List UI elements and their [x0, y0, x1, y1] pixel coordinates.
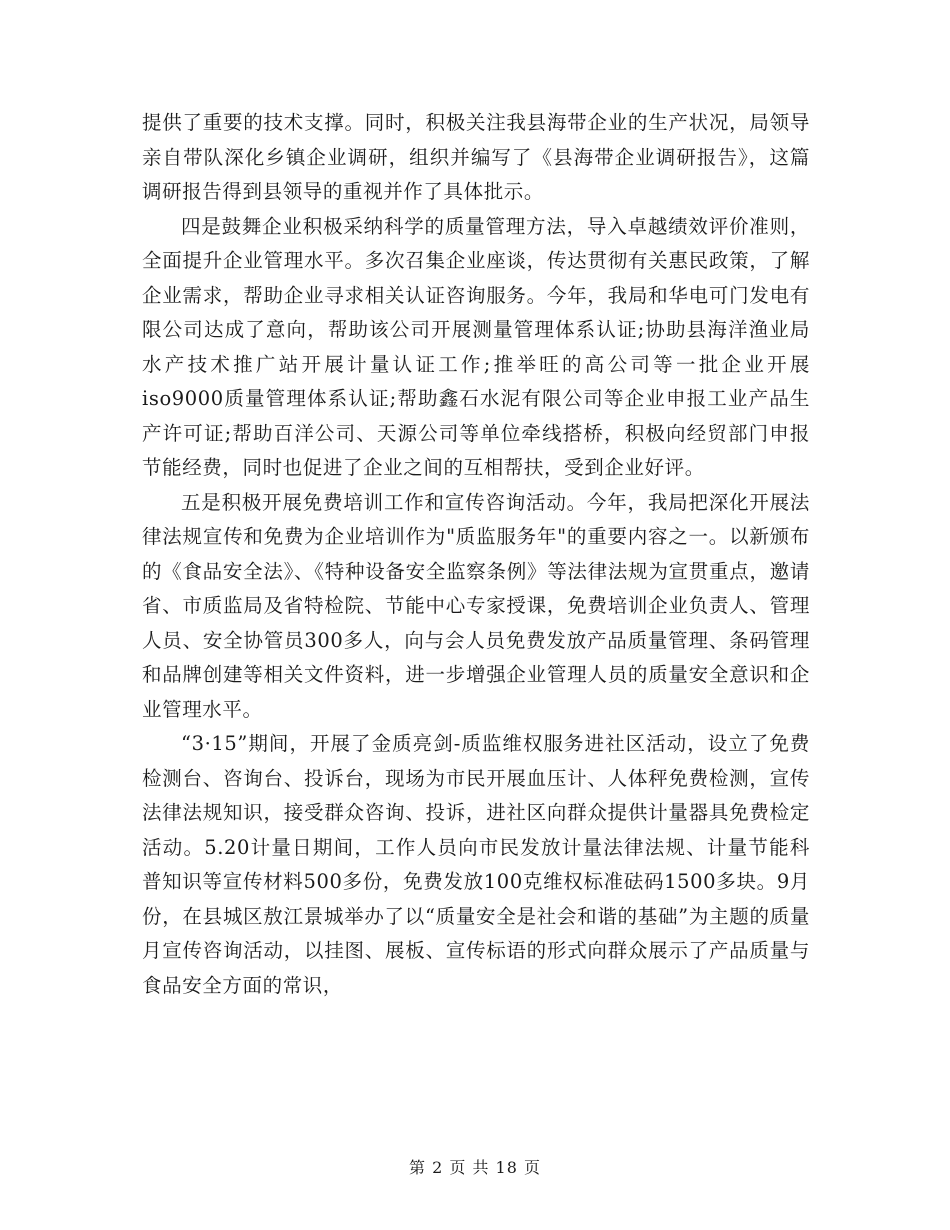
page-number-footer: 第 2 页 共 18 页: [409, 1158, 541, 1177]
paragraph-item-five: 五是积极开展免费培训工作和宣传咨询活动。今年，我局把深化开展法律法规宣传和免费为企业培训作为"质监服务年"的重要内容之一。以新颁布的《食品安全法》、《特种设备安全监察条例》等法律法规为宣贯重点，邀请省、市质监局及省特检院、节能中心专家授课，免费培训企业负责人、管理人员、安全协管员300多人，向与会人员免费发放产品质量管理、条码管理和品牌创建等相关文件资料，进一步增强企业管理人员的质量安全意识和企业管理水平。: [142, 490, 810, 721]
paragraph-continued: 提供了重要的技术支撑。同时，积极关注我县海带企业的生产状况，局领导亲自带队深化乡镇企业调研，组织并编写了《县海带企业调研报告》，这篇调研报告得到县领导的重视并作了具体批示。: [142, 111, 810, 203]
paragraph-item-four: 四是鼓舞企业积极采纳科学的质量管理方法，导入卓越绩效评价准则，全面提升企业管理水平。多次召集企业座谈，传达贯彻有关惠民政策，了解企业需求，帮助企业寻求相关认证咨询服务。今年，我局和华电可门发电有限公司达成了意向，帮助该公司开展测量管理体系认证;协助县海洋渔业局水产技术推广站开展计量认证工作;推举旺的高公司等一批企业开展iso9000质量管理体系认证;帮助鑫石水泥有限公司等企业申报工业产品生产许可证;帮助百洋公司、天源公司等单位牵线搭桥，积极向经贸部门申报节能经费，同时也促进了企业之间的互相帮扶，受到企业好评。: [142, 214, 810, 479]
paragraph-consumer-day: “3·15”期间，开展了金质亮剑-质监维权服务进社区活动，设立了免费检测台、咨询台、投诉台，现场为市民开展血压计、人体秤免费检测，宣传法律法规知识，接受群众咨询、投诉，进社区向群众提供计量器具免费检定活动。5.20计量日期间，工作人员向市民发放计量法律法规、计量节能科普知识等宣传材料500多份，免费发放100克维权标准砝码1500多块。9月份，在县城区敖江景城举办了以“质量安全是社会和谐的基础”为主题的质量月宣传咨询活动，以挂图、展板、宣传标语的形式向群众展示了产品质量与食品安全方面的常识，: [142, 732, 810, 997]
document-body: [142, 106, 810, 1003]
